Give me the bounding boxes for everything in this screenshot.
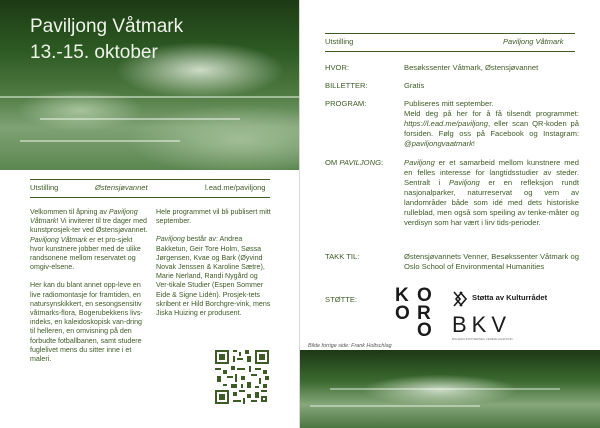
cover-photo-wetland <box>0 0 300 170</box>
program-signup-text: Meld deg på her for å få tilsendt programmet: https://l.ead.me/paviljong, eller scan QR-koden på forsiden. Følg oss på Facebook og Instagram: @paviljongvaatmark! <box>404 109 579 148</box>
header-rule-bottom <box>325 51 575 52</box>
qr-code[interactable] <box>213 348 271 406</box>
header-rule-bottom <box>30 197 270 198</box>
header-rule-top <box>325 33 575 34</box>
location-label: Østensjøvannet <box>95 183 148 192</box>
intro-column <box>30 208 148 373</box>
project-url[interactable]: l.ead.me/paviljong <box>205 183 266 192</box>
program-highlights-paragraph: Her kan du blant annet opp-leve en live radiomontasje for framtiden, en natursynskikkert, en sesongsensitiv våtmarks-flora, Bogerubekkens livs-indeks, en kaleidoskopisk van-dring til helleren, en omvisning på den forbudte fotballbanen, samt studere fuglelivet mens du sitter inne i et maleri. <box>30 281 143 364</box>
instagram-handle[interactable]: @paviljongvaatmark <box>404 139 473 148</box>
water-reflection <box>330 388 560 390</box>
where-label: HVOR: <box>325 63 350 72</box>
participants-paragraph: Paviljong består av: Andrea Bakketun, Geir Tore Holm, Søssa Jørgensen, Kvae og Bark (Øyvind Novak Jenssen & Karoline Sætre), Marie Nerland, Randi Nygård og Ver-tikale Studier (Espen Sommer Eide & Signe Lidén). Prosjek-tets skribent er Hild Borchgre-vink, mens Jiska Huizing er produsent. <box>156 235 271 318</box>
photo-credit: Bilde forrige side: Frank Holtschlag <box>308 343 392 349</box>
tickets-value: Gratis <box>404 81 425 90</box>
about-label: OM PAVILJONG: <box>325 158 384 167</box>
event-dates: 13.-15. oktober <box>30 42 158 63</box>
program-value <box>404 99 579 149</box>
publish-note: Hele programmet vil bli publisert mitt september. <box>156 208 271 226</box>
support-label: STØTTE: <box>325 295 358 304</box>
water-reflection <box>310 405 480 407</box>
kulturradet-logo-text: Støtta av Kulturrådet <box>472 293 548 302</box>
thanks-value: Østensjøvannets Venner, Besøkssenter Våtmark og Oslo School of Environmental Humanities <box>404 252 579 271</box>
participants-column <box>156 208 272 327</box>
header-title: Paviljong Våtmark <box>503 37 564 46</box>
water-reflection <box>0 96 300 98</box>
water-reflection <box>40 118 240 120</box>
bkv-logo: BKV <box>452 312 512 337</box>
wetland-photo <box>300 350 600 428</box>
where-value: Besøkssenter Våtmark, Østensjøvannet <box>404 63 539 72</box>
section-label: Utstilling <box>30 183 59 192</box>
program-label: PROGRAM: <box>325 99 367 108</box>
koro-logo: K O O R O <box>395 285 433 341</box>
program-link[interactable]: https://l.ead.me/paviljong <box>404 119 489 128</box>
intro-paragraph: Velkommen til åpning av Paviljong Våtmark! Vi inviterer til tre dager med kunstprosjek-ter ved Østensjøvannet. Paviljong Våtmark er et pro-sjekt hvor kunstnere jobber med de ulike randsonene mellom reservatet og omgiv-elsene. <box>30 208 148 272</box>
header-rule-top <box>30 179 270 180</box>
water-reflection <box>20 140 180 142</box>
page-title: Paviljong Våtmark <box>30 16 184 37</box>
right-page <box>300 0 600 428</box>
about-value: Paviljong er et samarbeid mellom kunstnere med en felles interesse for langtidsstudier av steder. Sentralt i Paviljong er en refleksjon rundt nasjonalparker, naturreservat og vern av landområder både som idé med dets historiske rulleblad, men også som speiling av tenke-måter og verdisyn som har vært i lirv tids-perioder. <box>404 158 580 227</box>
thanks-label: TAKK TIL: <box>325 252 360 261</box>
tickets-label: BILLETTER: <box>325 81 368 90</box>
section-label: Utstilling <box>325 37 354 46</box>
bkv-logo-subtitle: BILLEDKUNSTNERNES VEDERLAGSFOND <box>452 337 513 341</box>
program-publish-note: Publiseres mitt september. <box>404 99 494 108</box>
